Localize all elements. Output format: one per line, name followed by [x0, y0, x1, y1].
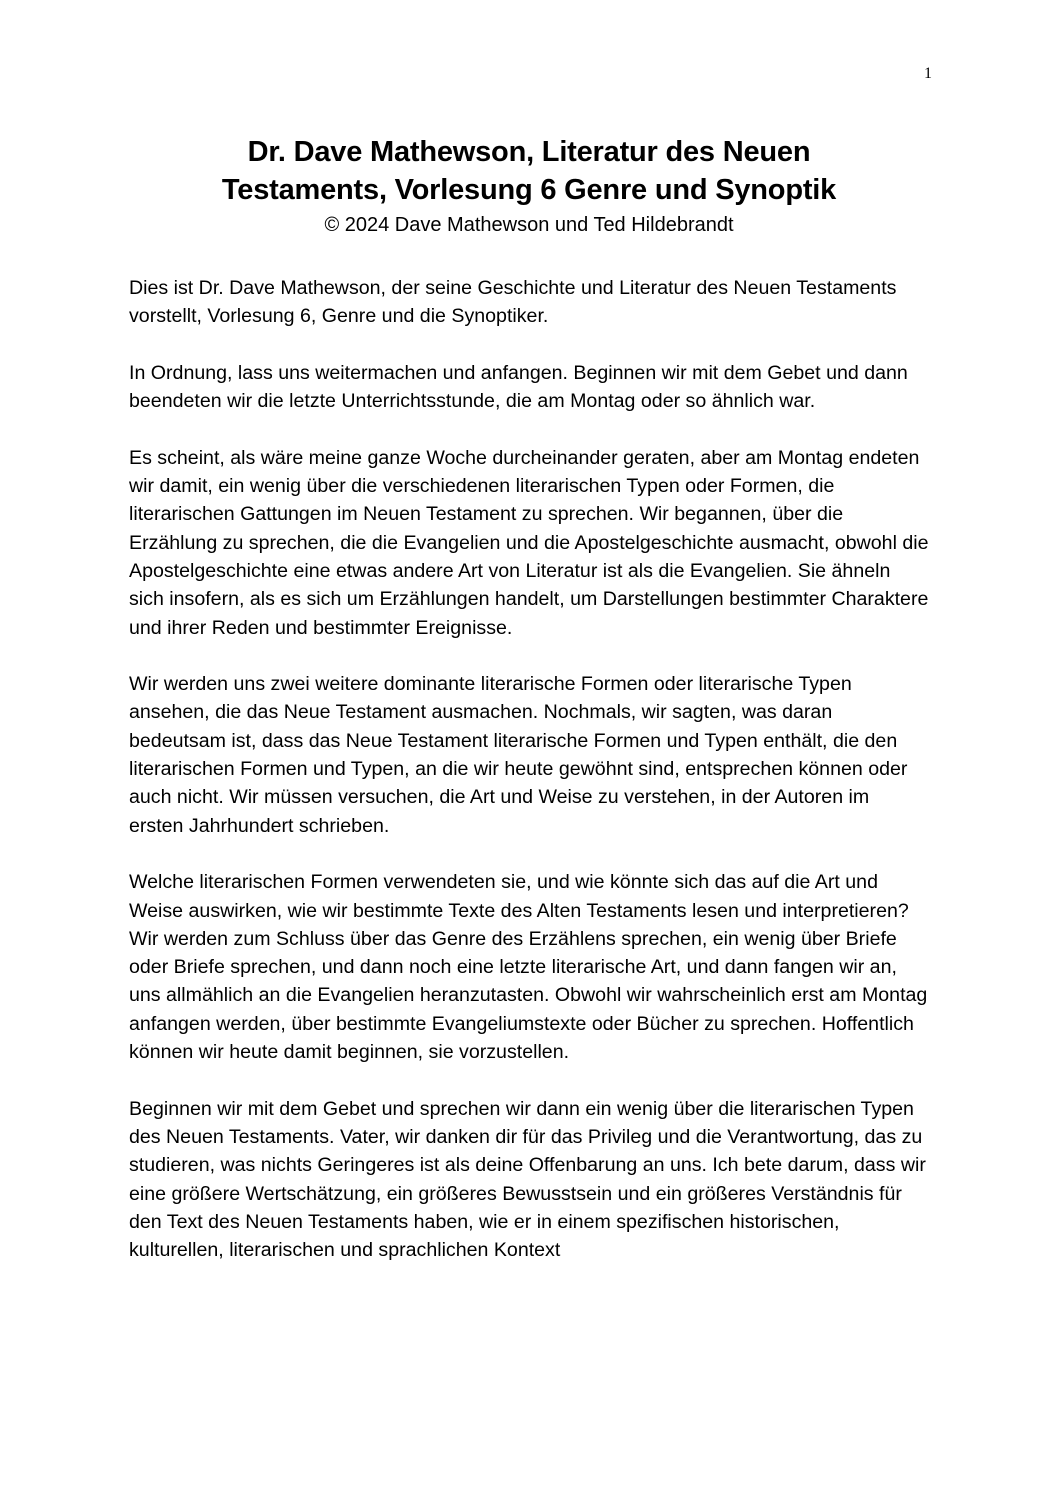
document-body — [129, 274, 929, 1293]
page-number: 1 — [924, 65, 932, 82]
title-line-2: Testaments, Vorlesung 6 Genre und Synoptik — [221, 174, 837, 206]
paragraph: Dies ist Dr. Dave Mathewson, der seine Geschichte und Literatur des Neuen Testaments vorstellt, Vorlesung 6, Genre und die Synoptiker. — [129, 277, 897, 328]
title-block — [120, 133, 938, 238]
title-line-1: Dr. Dave Mathewson, Literatur des Neuen — [247, 136, 811, 168]
paragraph: Beginnen wir mit dem Gebet und sprechen wir dann ein wenig über die literarischen Typen des Neuen Testaments. Vater, wir danken dir für das Privileg und die Verantwortung, das zu studieren, was nichts Geringeres ist als deine Offenbarung an uns. Ich bete darum, dass wir eine größere Wertschätzung, ein größeres Bewusstsein und ein größeres Verständnis für den Text des Neuen Testaments haben, wie er in einem spezifischen historischen, kulturellen, literarischen und sprachlichen Kontext — [129, 1097, 926, 1262]
paragraph: Es scheint, als wäre meine ganze Woche durcheinander geraten, aber am Montag endeten wir damit, ein wenig über die verschiedenen literarischen Typen oder Formen, die literarischen Gattungen im Neuen Testament zu sprechen. Wir begannen, über die Erzählung zu sprechen, die die Evangelien und die Apostelgeschichte ausmacht, obwohl die Apostelgeschichte eine etwas andere Art von Literatur ist als die Evangelien. Sie ähneln sich insofern, als es sich um Erzählungen handelt, um Darstellungen bestimmter Charaktere und ihrer Reden und bestimmter Ereignisse. — [129, 446, 929, 639]
paragraph: Welche literarischen Formen verwendeten sie, und wie könnte sich das auf die Art und Weise auswirken, wie wir bestimmte Texte des Alten Testaments lesen und interpretieren? Wir werden zum Schluss über das Genre des Erzählens sprechen, ein wenig über Briefe oder Briefe sprechen, und dann noch eine letzte literarische Art, und dann fangen wir an, uns allmählich an die Evangelien heranzutasten. Obwohl wir wahrscheinlich erst am Montag anfangen werden, über bestimmte Evangeliumstexte oder Bücher zu sprechen. Hoffentlich können wir heute damit beginnen, sie vorzustellen. — [129, 871, 928, 1064]
document-title — [120, 133, 938, 209]
copyright-line: © 2024 Dave Mathewson und Ted Hildebrandt — [324, 214, 734, 236]
paragraph: Wir werden uns zwei weitere dominante literarische Formen oder literarische Typen ansehen, die das Neue Testament ausmachen. Nochmals, wir sagten, was daran bedeutsam ist, dass das Neue Testament literarische Formen und Typen enthält, die den literarischen Formen und Typen, an die wir heute gewöhnt sind, entsprechen können oder auch nicht. Wir müssen versuchen, die Art und Weise zu verstehen, in der Autoren im ersten Jahrhundert schrieben. — [129, 673, 908, 837]
paragraph: In Ordnung, lass uns weitermachen und anfangen. Beginnen wir mit dem Gebet und dann beendeten wir die letzte Unterrichtsstunde, die am Montag oder so ähnlich war. — [129, 361, 908, 413]
